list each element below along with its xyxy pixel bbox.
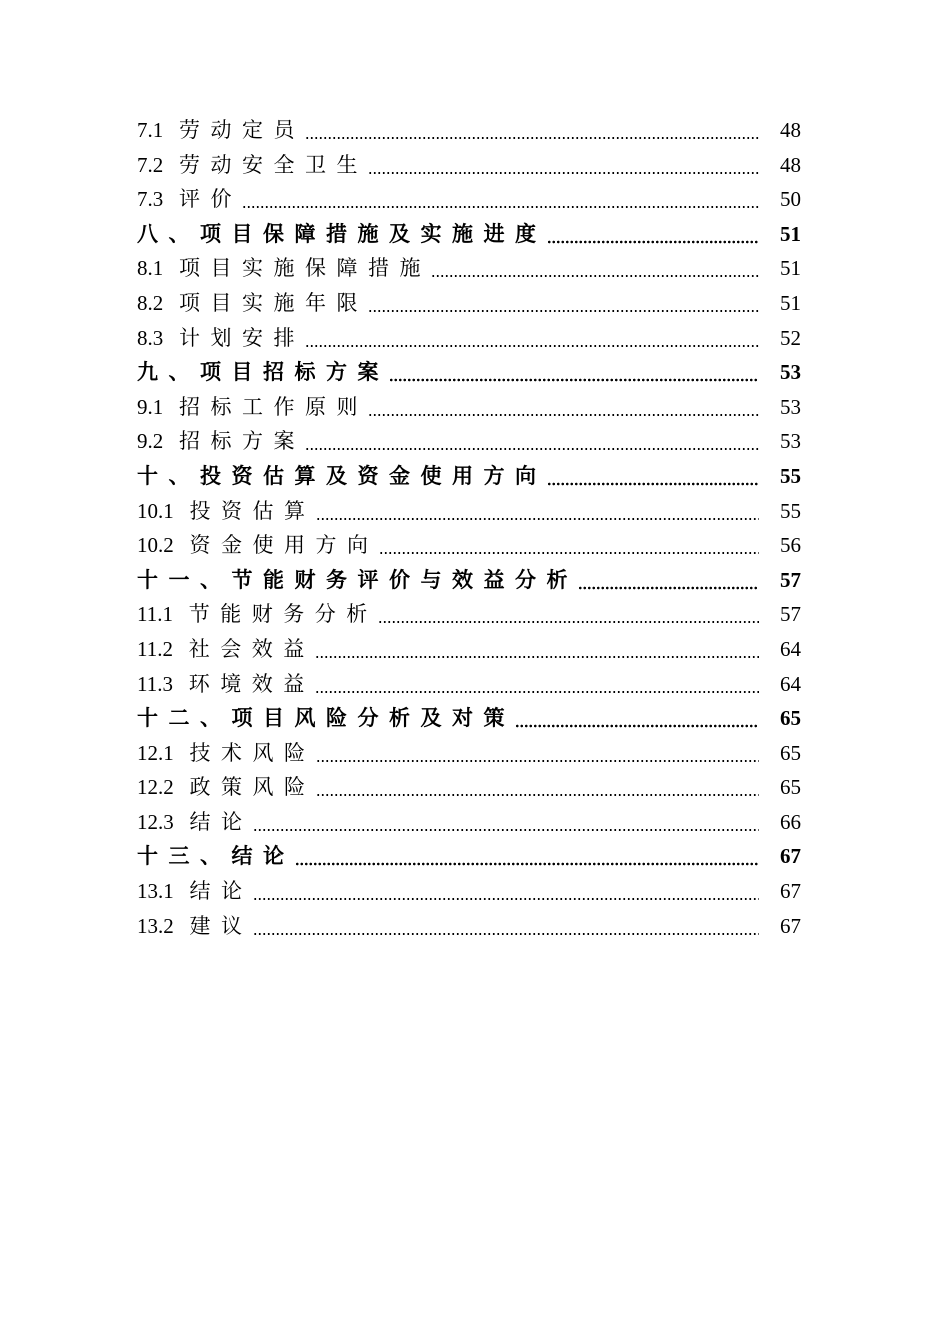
toc-entry-title: 结论 xyxy=(189,879,253,904)
dot-leader xyxy=(305,113,759,148)
toc-entry-text xyxy=(137,839,295,874)
dot-leader xyxy=(316,770,760,805)
toc-entry-title: 八、项目保障措施及实施进度 xyxy=(137,221,547,246)
toc-page-number: 53 xyxy=(780,360,801,385)
dot-leader xyxy=(315,667,759,702)
toc-page-number: 65 xyxy=(780,706,801,731)
toc-entry-text xyxy=(137,424,305,459)
toc-entry-number: 11.2 xyxy=(137,636,173,661)
toc-entry-number: 12.2 xyxy=(137,775,174,800)
toc-entry-title: 评价 xyxy=(179,187,242,212)
toc-entry-text xyxy=(137,217,547,252)
toc-entry-text xyxy=(137,390,368,425)
toc-entry-number: 9.1 xyxy=(137,394,164,419)
dot-leader xyxy=(253,874,760,909)
toc-entry-text xyxy=(137,494,316,529)
dot-leader xyxy=(242,182,759,217)
toc-entry-title: 九、项目招标方案 xyxy=(137,360,389,385)
toc-section-entry[interactable] xyxy=(137,286,801,321)
toc-entry-number: 12.3 xyxy=(137,809,174,834)
dot-leader xyxy=(378,597,759,632)
toc-entry-text xyxy=(137,321,305,356)
toc-entry-number: 8.2 xyxy=(137,290,164,315)
toc-entry-text xyxy=(137,874,253,909)
toc-page-number: 48 xyxy=(780,118,801,142)
dot-leader xyxy=(316,736,760,771)
toc-page-number: 51 xyxy=(780,256,801,281)
dot-leader xyxy=(316,494,760,529)
toc-section-entry[interactable] xyxy=(137,805,801,840)
toc-chapter-entry[interactable] xyxy=(137,839,801,874)
toc-section-entry[interactable] xyxy=(137,909,801,944)
toc-section-entry[interactable] xyxy=(137,182,801,217)
toc-entry-text xyxy=(137,770,316,805)
dot-leader xyxy=(315,632,759,667)
toc-entry-text xyxy=(137,597,378,632)
toc-entry-number: 9.2 xyxy=(137,429,164,454)
toc-entry-number: 8.1 xyxy=(137,256,164,281)
toc-chapter-entry[interactable] xyxy=(137,701,801,736)
toc-page-number: 53 xyxy=(780,394,801,419)
toc-entry-text xyxy=(137,113,305,148)
toc-entry-number: 7.3 xyxy=(137,187,164,212)
dot-leader xyxy=(547,217,760,252)
toc-entry-text xyxy=(137,182,242,217)
table-of-contents xyxy=(137,113,801,943)
toc-chapter-entry[interactable] xyxy=(137,459,801,494)
toc-page-number: 65 xyxy=(780,740,801,765)
toc-page-number: 52 xyxy=(780,325,801,350)
toc-entry-text xyxy=(137,909,253,944)
toc-chapter-entry[interactable] xyxy=(137,355,801,390)
dot-leader xyxy=(368,286,759,321)
toc-section-entry[interactable] xyxy=(137,251,801,286)
toc-entry-number: 8.3 xyxy=(137,325,164,350)
toc-entry-title: 节能财务分析 xyxy=(188,602,378,627)
toc-entry-title: 招标工作原则 xyxy=(179,394,368,419)
toc-entry-title: 项目实施保障措施 xyxy=(179,256,431,281)
toc-entry-number: 11.1 xyxy=(137,602,173,627)
toc-entry-number: 13.1 xyxy=(137,879,174,904)
toc-section-entry[interactable] xyxy=(137,494,801,529)
toc-entry-number: 7.1 xyxy=(137,118,164,142)
toc-section-entry[interactable] xyxy=(137,874,801,909)
toc-entry-title: 技术风险 xyxy=(189,740,316,765)
toc-entry-title: 社会效益 xyxy=(188,636,315,661)
toc-entry-text xyxy=(137,459,547,494)
toc-entry-number: 13.2 xyxy=(137,913,174,938)
toc-page-number: 57 xyxy=(780,602,801,627)
toc-entry-title: 招标方案 xyxy=(179,429,305,454)
toc-entry-text xyxy=(137,563,578,598)
toc-page-number: 50 xyxy=(780,187,801,212)
toc-entry-title: 十二、项目风险分析及对策 xyxy=(137,706,515,731)
dot-leader xyxy=(295,839,760,874)
toc-chapter-entry[interactable] xyxy=(137,563,801,598)
toc-entry-number: 7.2 xyxy=(137,152,164,177)
toc-entry-text xyxy=(137,355,389,390)
dot-leader xyxy=(431,251,759,286)
toc-page-number: 57 xyxy=(780,567,801,592)
toc-section-entry[interactable] xyxy=(137,667,801,702)
dot-leader xyxy=(368,390,759,425)
toc-entry-title: 资金使用方向 xyxy=(189,533,379,558)
toc-page-number: 67 xyxy=(780,879,801,904)
dot-leader xyxy=(578,563,759,598)
toc-entry-text xyxy=(137,667,315,702)
toc-page-number: 56 xyxy=(780,533,801,558)
toc-entry-text xyxy=(137,632,315,667)
toc-page-number: 55 xyxy=(780,463,801,488)
toc-entry-number: 10.2 xyxy=(137,533,174,558)
toc-page-number: 67 xyxy=(780,844,801,869)
toc-page-number: 51 xyxy=(780,221,801,246)
toc-entry-title: 劳动定员 xyxy=(179,118,305,142)
toc-section-entry[interactable] xyxy=(137,390,801,425)
toc-section-entry[interactable] xyxy=(137,148,801,183)
toc-page-number: 48 xyxy=(780,152,801,177)
toc-entry-title: 环境效益 xyxy=(188,671,315,696)
toc-page-number: 66 xyxy=(780,809,801,834)
toc-entry-title: 计划安排 xyxy=(179,325,305,350)
toc-page-number: 67 xyxy=(780,913,801,938)
toc-page-number: 53 xyxy=(780,429,801,454)
toc-entry-text xyxy=(137,251,431,286)
toc-page-number: 65 xyxy=(780,775,801,800)
toc-section-entry[interactable] xyxy=(137,113,801,148)
toc-page-number: 51 xyxy=(780,290,801,315)
toc-entry-text xyxy=(137,286,368,321)
toc-entry-title: 项目实施年限 xyxy=(179,290,368,315)
toc-entry-number: 11.3 xyxy=(137,671,173,696)
toc-page-number: 64 xyxy=(780,636,801,661)
toc-section-entry[interactable] xyxy=(137,597,801,632)
toc-entry-title: 十三、结论 xyxy=(137,844,295,869)
dot-leader xyxy=(368,148,759,183)
toc-entry-title: 投资估算 xyxy=(189,498,316,523)
toc-page-number: 55 xyxy=(780,498,801,523)
toc-entry-title: 十、投资估算及资金使用方向 xyxy=(137,463,547,488)
dot-leader xyxy=(253,909,760,944)
toc-section-entry[interactable] xyxy=(137,321,801,356)
dot-leader xyxy=(515,701,759,736)
toc-entry-number: 10.1 xyxy=(137,498,174,523)
toc-entry-text xyxy=(137,736,316,771)
toc-entry-title: 劳动安全卫生 xyxy=(179,152,368,177)
toc-page-number: 64 xyxy=(780,671,801,696)
toc-entry-title: 建议 xyxy=(189,913,253,938)
toc-entry-title: 结论 xyxy=(189,809,253,834)
toc-section-entry[interactable] xyxy=(137,736,801,771)
toc-section-entry[interactable] xyxy=(137,632,801,667)
dot-leader xyxy=(253,805,760,840)
toc-entry-text xyxy=(137,528,379,563)
toc-entry-number: 12.1 xyxy=(137,740,174,765)
dot-leader xyxy=(547,459,760,494)
toc-section-entry[interactable] xyxy=(137,770,801,805)
dot-leader xyxy=(389,355,759,390)
toc-chapter-entry[interactable] xyxy=(137,217,801,252)
toc-section-entry[interactable] xyxy=(137,528,801,563)
toc-entry-text xyxy=(137,701,515,736)
toc-entry-text xyxy=(137,805,253,840)
dot-leader xyxy=(379,528,760,563)
toc-section-entry[interactable] xyxy=(137,424,801,459)
dot-leader xyxy=(305,321,759,356)
dot-leader xyxy=(305,424,759,459)
toc-entry-title: 政策风险 xyxy=(189,775,316,800)
toc-entry-title: 十一、节能财务评价与效益分析 xyxy=(137,567,578,592)
toc-entry-text xyxy=(137,148,368,183)
